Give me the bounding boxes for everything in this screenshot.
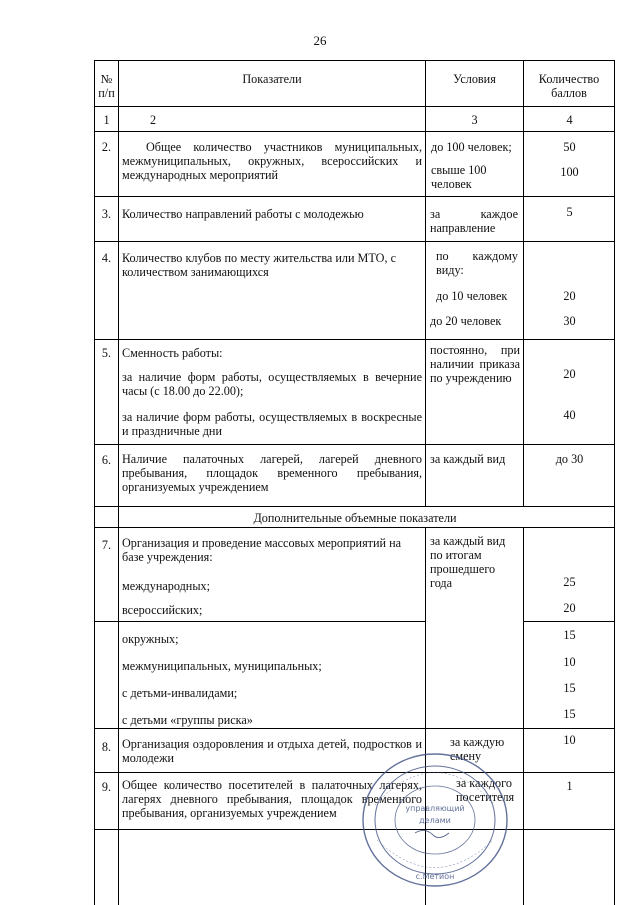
row-5-text-1: Сменность работы: bbox=[122, 346, 223, 360]
row-7-item-points: 15 bbox=[563, 707, 576, 721]
row-8-cond: за каждую смену bbox=[450, 735, 505, 763]
row-7-cond: за каждый вид по итогам прошедшего года bbox=[430, 534, 506, 590]
hline bbox=[94, 444, 615, 445]
row-4-cond-1: по каждому виду: bbox=[436, 249, 518, 277]
column-number-4: 4 bbox=[566, 113, 573, 127]
row-7-item-label: с детьми-инвалидами; bbox=[122, 686, 238, 700]
row-6-points: до 30 bbox=[555, 452, 584, 466]
row-2-num: 2. bbox=[101, 140, 112, 154]
row-7-intro: Организация и проведение массовых мероприятий на базе учреждения: bbox=[122, 536, 402, 564]
row-7-item-label: межмуниципальных, муниципальных; bbox=[122, 659, 322, 673]
seal-text-1: управляющий bbox=[405, 804, 465, 813]
row-2-points-2: 100 bbox=[560, 165, 579, 179]
row-9-text: Общее количество посетителей в палаточных лагерях, лагерях дневного пребывания, площадок временного пребывания, организуемых учреждением bbox=[122, 778, 422, 820]
row-2-cond-1: до 100 человек; bbox=[431, 140, 512, 154]
row-8-points: 10 bbox=[563, 733, 576, 747]
row-5-text-2: за наличие форм работы, осуществляемых в вечерние часы (с 18.00 до 22.00); bbox=[122, 370, 422, 398]
seal-text-3: с.Метион bbox=[415, 872, 455, 881]
hline bbox=[94, 506, 615, 507]
column-number-1: 1 bbox=[103, 113, 110, 127]
header-conditions: Условия bbox=[453, 72, 496, 86]
row-9-points: 1 bbox=[566, 779, 573, 793]
row-3-points: 5 bbox=[566, 205, 573, 219]
row-3-text: Количество направлений работы с молодежью bbox=[122, 207, 364, 221]
row-7-num: 7. bbox=[101, 538, 112, 552]
row-5-num: 5. bbox=[101, 346, 112, 360]
header-points: Количество баллов bbox=[538, 72, 600, 100]
row-5-text-3: за наличие форм работы, осуществляемых в воскресные и праздничные дни bbox=[122, 410, 422, 438]
row-7-item-label: международных; bbox=[122, 579, 210, 593]
header-indicators: Показатели bbox=[242, 72, 302, 86]
row-3-cond: за каждое направление bbox=[430, 207, 518, 235]
row-6-cond: за каждый вид bbox=[430, 452, 506, 466]
hline bbox=[94, 131, 615, 132]
row-4-points-3: 30 bbox=[563, 314, 576, 328]
row-9-cond: за каждого посетителя bbox=[456, 776, 515, 804]
row-2-text: Общее количество участников муниципальных, межмуниципальных, окружных, всероссийских и международных мероприятий bbox=[122, 140, 422, 182]
hline bbox=[94, 106, 615, 107]
hline bbox=[94, 196, 615, 197]
row-5-points-2: 40 bbox=[563, 408, 576, 422]
row-2-cond-2: свыше 100 человек bbox=[431, 163, 487, 191]
row-8-text: Организация оздоровления и отдыха детей, подростков и молодежи bbox=[122, 737, 422, 765]
section-title: Дополнительные объемные показатели bbox=[253, 511, 457, 525]
seal-text-2: делами bbox=[419, 816, 451, 825]
hline bbox=[94, 728, 615, 729]
row-2-points-1: 50 bbox=[563, 140, 576, 154]
row-7-item-points: 25 bbox=[563, 575, 576, 589]
hline bbox=[94, 339, 615, 340]
row-5-points-1: 20 bbox=[563, 367, 576, 381]
row-6-num: 6. bbox=[101, 453, 112, 467]
row-7-item-label: окружных; bbox=[122, 632, 179, 646]
row-6-text: Наличие палаточных лагерей, лагерей дневного пребывания, площадок временного пребывания, организуемых учреждением bbox=[122, 452, 422, 494]
hline bbox=[94, 241, 615, 242]
row-7-item-label: всероссийских; bbox=[122, 603, 203, 617]
col-divider-1 bbox=[118, 60, 119, 905]
page-number: 26 bbox=[313, 33, 327, 48]
row-3-num: 3. bbox=[101, 207, 112, 221]
hline bbox=[523, 621, 615, 622]
row-4-text: Количество клубов по месту жительства или МТО, с количеством занимающихся bbox=[122, 251, 396, 279]
row-4-num: 4. bbox=[101, 251, 112, 265]
row-7-item-points: 15 bbox=[563, 681, 576, 695]
row-9-num: 9. bbox=[101, 780, 112, 794]
hline bbox=[94, 527, 615, 528]
row-7-item-points: 20 bbox=[563, 601, 576, 615]
row-7-item-label: с детьми «группы риска» bbox=[122, 713, 253, 727]
row-4-points-2: 20 bbox=[563, 289, 576, 303]
row-4-cond-3: до 20 человек bbox=[430, 314, 502, 328]
row-4-cond-2: до 10 человек bbox=[436, 289, 508, 303]
row-8-num: 8. bbox=[101, 740, 112, 754]
official-seal-stamp bbox=[355, 745, 515, 895]
hline bbox=[94, 621, 426, 622]
column-number-2: 2 bbox=[150, 113, 157, 127]
row-7-item-points: 15 bbox=[563, 628, 576, 642]
column-number-3: 3 bbox=[471, 113, 478, 127]
header-num: № п/п bbox=[98, 72, 115, 100]
row-7-item-points: 10 bbox=[563, 655, 576, 669]
row-5-cond: постоянно, при наличии приказа по учреждению bbox=[430, 343, 520, 385]
